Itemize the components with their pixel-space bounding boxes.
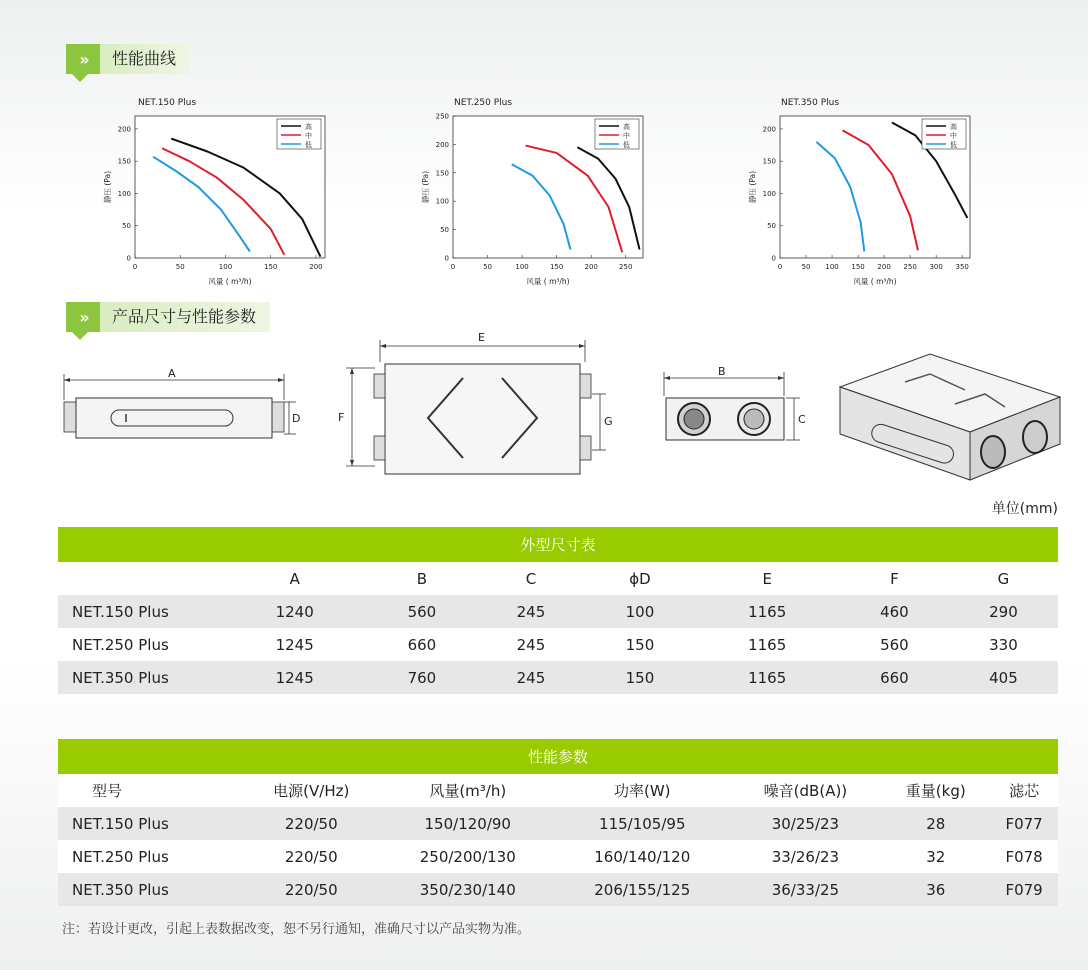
table-cell: 460 <box>840 595 949 628</box>
table-cell: 150/120/90 <box>381 807 556 840</box>
y-tick-label: 0 <box>444 254 449 263</box>
x-tick-label: 200 <box>584 263 598 271</box>
column-header: 风量(m³/h) <box>381 774 556 807</box>
double-chevron-icon: » <box>66 44 100 74</box>
table-cell: 250/200/130 <box>381 840 556 873</box>
y-tick-label: 200 <box>117 125 131 134</box>
table-cell: 560 <box>840 628 949 661</box>
table-cell: 660 <box>367 628 476 661</box>
table-cell: 245 <box>476 661 585 694</box>
column-header: C <box>476 562 585 595</box>
table-cell: 220/50 <box>242 807 381 840</box>
table-cell: 245 <box>476 628 585 661</box>
table-cell: 36/33/25 <box>730 873 882 906</box>
x-tick-label: 0 <box>132 263 138 271</box>
y-tick-label: 100 <box>117 189 131 198</box>
table-cell: NET.250 Plus <box>58 628 222 661</box>
table-cell: 36 <box>881 873 990 906</box>
legend-label: 高 <box>305 123 312 131</box>
dimensions-table <box>58 527 1058 694</box>
x-tick-label: 100 <box>218 263 233 271</box>
table-cell: 560 <box>367 595 476 628</box>
table-cell: NET.250 Plus <box>58 840 242 873</box>
table-cell: 206/155/125 <box>555 873 730 906</box>
x-tick-label: 50 <box>175 263 185 271</box>
y-tick-label: 50 <box>767 222 776 231</box>
y-tick-label: 50 <box>122 222 131 231</box>
y-axis-label: 静压 (Pa) <box>103 170 112 204</box>
table-cell: 1165 <box>694 595 839 628</box>
table-cell: 28 <box>881 807 990 840</box>
table-caption: 外型尺寸表 <box>58 527 1058 562</box>
double-chevron-icon: » <box>66 302 100 332</box>
legend-label: 中 <box>305 132 312 140</box>
legend-label: 高 <box>623 123 630 131</box>
table-cell: 660 <box>840 661 949 694</box>
table-cell: 1165 <box>694 661 839 694</box>
legend-label: 低 <box>305 141 312 149</box>
table-row <box>58 807 1058 840</box>
x-tick-label: 0 <box>777 263 783 271</box>
column-header <box>58 562 222 595</box>
table-cell: 1245 <box>222 628 367 661</box>
section-title: 产品尺寸与性能参数 <box>100 302 270 332</box>
column-header: 噪音(dB(A)) <box>730 774 882 807</box>
table-cell: 33/26/23 <box>730 840 882 873</box>
y-tick-label: 200 <box>762 125 776 134</box>
table-row <box>58 661 1058 694</box>
table-cell: 30/25/23 <box>730 807 882 840</box>
table-header-row <box>58 562 1058 595</box>
x-axis-label: 风量 ( m³/h) <box>208 277 252 286</box>
x-tick-label: 250 <box>619 263 633 271</box>
table-header-row <box>58 774 1058 807</box>
x-axis-label: 风量 ( m³/h) <box>526 277 570 286</box>
chart-title: NET.250 Plus <box>454 98 513 108</box>
chart-svg <box>100 98 330 293</box>
table-cell: 760 <box>367 661 476 694</box>
section-header-dimensions <box>66 302 270 332</box>
section-title: 性能曲线 <box>100 44 190 74</box>
table-row <box>58 595 1058 628</box>
table-cell: F077 <box>990 807 1058 840</box>
table-cell: 1165 <box>694 628 839 661</box>
x-tick-label: 150 <box>264 263 278 271</box>
column-header: 滤芯 <box>990 774 1058 807</box>
y-tick-label: 150 <box>117 157 131 166</box>
table-cell: F078 <box>990 840 1058 873</box>
y-tick-label: 150 <box>762 157 776 166</box>
chart-net250 <box>418 98 648 293</box>
chart-svg <box>418 98 648 293</box>
side-view-drawing <box>56 360 306 460</box>
x-axis-label: 风量 ( m³/h) <box>853 277 897 286</box>
legend-label: 高 <box>950 123 957 131</box>
legend-label: 中 <box>950 132 957 140</box>
x-tick-label: 300 <box>929 263 943 271</box>
table-cell: 220/50 <box>242 873 381 906</box>
isometric-product-drawing <box>835 352 1065 487</box>
table-cell: 290 <box>949 595 1058 628</box>
table-cell: 150 <box>585 628 694 661</box>
x-tick-label: 150 <box>851 263 865 271</box>
section-header-curves <box>66 44 190 74</box>
column-header: A <box>222 562 367 595</box>
table-cell: NET.350 Plus <box>58 873 242 906</box>
column-header: E <box>694 562 839 595</box>
table-cell: 330 <box>949 628 1058 661</box>
y-tick-label: 50 <box>440 226 449 235</box>
table-cell: NET.150 Plus <box>58 595 222 628</box>
dim-label-E: E <box>478 331 485 344</box>
table-cell: 405 <box>949 661 1058 694</box>
y-tick-label: 100 <box>435 197 449 206</box>
x-tick-label: 50 <box>483 263 493 271</box>
table-cell: NET.150 Plus <box>58 807 242 840</box>
dim-label-D: D <box>292 412 301 425</box>
table-cell: 350/230/140 <box>381 873 556 906</box>
x-tick-label: 50 <box>801 263 811 271</box>
table-cell: 115/105/95 <box>555 807 730 840</box>
dim-label-C: C <box>798 413 806 426</box>
y-tick-label: 0 <box>126 254 131 263</box>
end-view-drawing <box>656 362 816 452</box>
table-cell: NET.350 Plus <box>58 661 222 694</box>
column-header: B <box>367 562 476 595</box>
column-header: 电源(V/Hz) <box>242 774 381 807</box>
dim-label-G: G <box>604 415 613 428</box>
table-row <box>58 873 1058 906</box>
column-header: G <box>949 562 1058 595</box>
table-cell: F079 <box>990 873 1058 906</box>
table-cell: 150 <box>585 661 694 694</box>
column-header: ϕD <box>585 562 694 595</box>
chart-title: NET.150 Plus <box>138 98 197 108</box>
table-cell: 245 <box>476 595 585 628</box>
dim-label-A: A <box>168 367 176 380</box>
legend-label: 低 <box>950 141 957 149</box>
table-cell: 32 <box>881 840 990 873</box>
unit-note: 单位(mm) <box>991 501 1058 517</box>
y-tick-label: 250 <box>435 112 449 121</box>
table-row <box>58 628 1058 661</box>
table-row <box>58 840 1058 873</box>
table-caption: 性能参数 <box>58 739 1058 774</box>
table-cell: 1245 <box>222 661 367 694</box>
dim-label-F: F <box>338 411 345 424</box>
y-tick-label: 150 <box>435 169 449 178</box>
top-view-drawing <box>330 326 630 486</box>
footnote: 注：若设计更改，引起上表数据改变，恕不另行通知，准确尺寸以产品实物为准。 <box>62 922 531 937</box>
y-axis-label: 静压 (Pa) <box>748 170 757 204</box>
legend-label: 中 <box>623 132 630 140</box>
column-header: 功率(W) <box>555 774 730 807</box>
y-tick-label: 100 <box>762 189 776 198</box>
y-axis-label: 静压 (Pa) <box>421 170 430 204</box>
chart-net150 <box>100 98 330 293</box>
chart-svg <box>745 98 975 293</box>
x-tick-label: 200 <box>877 263 891 271</box>
y-tick-label: 200 <box>435 140 449 149</box>
y-tick-label: 0 <box>771 254 776 263</box>
column-header: F <box>840 562 949 595</box>
performance-table <box>58 739 1058 906</box>
table-cell: 160/140/120 <box>555 840 730 873</box>
table-cell: 100 <box>585 595 694 628</box>
x-tick-label: 200 <box>309 263 323 271</box>
column-header: 重量(kg) <box>881 774 990 807</box>
chart-title: NET.350 Plus <box>781 98 840 108</box>
legend-label: 低 <box>623 141 630 149</box>
x-tick-label: 100 <box>825 263 839 271</box>
dim-label-B: B <box>718 365 726 378</box>
x-tick-label: 100 <box>515 263 529 271</box>
column-header: 型号 <box>58 774 242 807</box>
x-tick-label: 150 <box>549 263 564 271</box>
x-tick-label: 0 <box>450 263 456 271</box>
table-cell: 1240 <box>222 595 367 628</box>
table-cell: 220/50 <box>242 840 381 873</box>
x-tick-label: 350 <box>955 263 969 271</box>
x-tick-label: 250 <box>903 263 917 271</box>
chart-net350 <box>745 98 975 293</box>
